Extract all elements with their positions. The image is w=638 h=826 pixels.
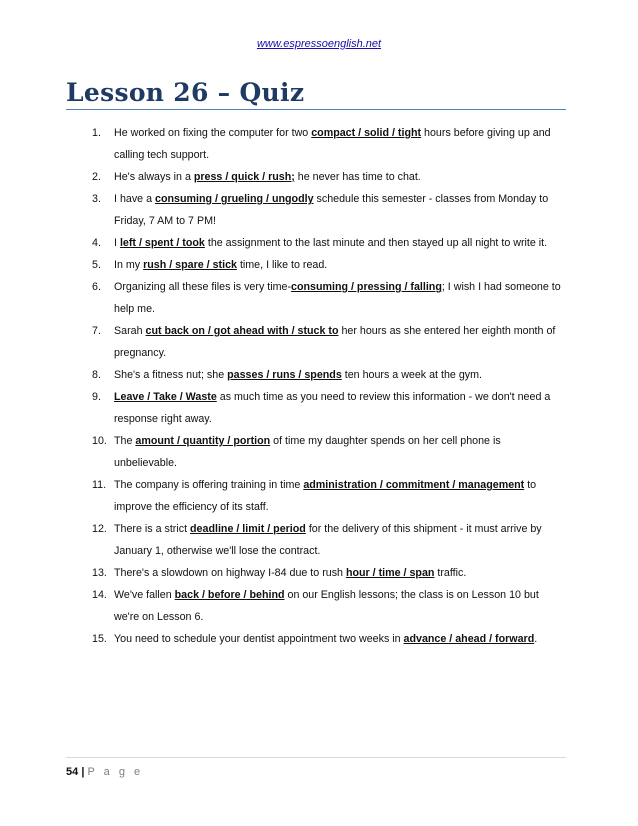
question-text: We've fallen bbox=[114, 589, 175, 601]
question-text: Sarah bbox=[114, 325, 146, 337]
answer-choices: press / quick / rush; bbox=[193, 171, 295, 183]
question-text: Organizing all these files is very time- bbox=[114, 281, 292, 293]
question-number: 10. bbox=[92, 435, 107, 447]
website-link[interactable]: www.espressoenglish.net bbox=[256, 38, 382, 50]
question-2 bbox=[92, 166, 562, 188]
answer-choices: rush / spare / stick bbox=[143, 259, 237, 271]
question-text: In my bbox=[114, 259, 144, 271]
question-text: time, I like to read. bbox=[236, 259, 328, 271]
question-number: 11. bbox=[92, 479, 107, 491]
question-text: the assignment to the last minute and then stayed up all night to write it. bbox=[204, 237, 548, 249]
question-number: 1. bbox=[92, 127, 101, 139]
footer-separator: | bbox=[81, 766, 85, 778]
question-text: her hours as she entered her eighth month of pregnancy. bbox=[114, 325, 556, 359]
question-10 bbox=[92, 430, 562, 474]
question-text: I have a bbox=[114, 193, 155, 205]
question-7 bbox=[92, 320, 562, 364]
question-8 bbox=[92, 364, 562, 386]
question-5 bbox=[92, 254, 562, 276]
question-number: 2. bbox=[92, 171, 101, 183]
question-1 bbox=[92, 122, 562, 166]
question-text: on our English lessons; the class is on Lesson 10 but we're on Lesson 6. bbox=[114, 589, 539, 623]
question-text: The company is offering training in time bbox=[114, 479, 304, 491]
answer-choices: cut back on / got ahead with / stuck to bbox=[145, 325, 339, 337]
question-text: for the delivery of this shipment - it must arrive by January 1, otherwise we'll lose the contract. bbox=[114, 523, 542, 557]
question-text: ten hours a week at the gym. bbox=[341, 369, 482, 381]
question-number: 9. bbox=[92, 391, 101, 403]
question-text: He worked on fixing the computer for two bbox=[114, 127, 312, 139]
question-number: 8. bbox=[92, 369, 101, 381]
question-text: There is a strict bbox=[114, 523, 191, 535]
question-13 bbox=[92, 562, 562, 584]
question-text: hours before giving up and calling tech support. bbox=[114, 127, 551, 161]
question-text: traffic. bbox=[434, 567, 467, 579]
question-number: 3. bbox=[92, 193, 101, 205]
answer-choices: hour / time / span bbox=[345, 567, 435, 579]
question-text: The bbox=[114, 435, 136, 447]
question-number: 4. bbox=[92, 237, 101, 249]
answer-choices: left / spent / took bbox=[119, 237, 205, 249]
question-text: You need to schedule your dentist appointment two weeks in bbox=[114, 633, 404, 645]
answer-choices: administration / commitment / management bbox=[303, 479, 525, 491]
question-9 bbox=[92, 386, 562, 430]
answer-choices: consuming / pressing / falling bbox=[291, 281, 442, 293]
page-label: P a g e bbox=[87, 766, 144, 778]
question-number: 13. bbox=[92, 567, 107, 579]
answer-choices: passes / runs / spends bbox=[227, 369, 342, 381]
question-text: I bbox=[114, 237, 120, 249]
answer-choices: consuming / grueling / ungodly bbox=[155, 193, 314, 205]
question-text: to improve the efficiency of its staff. bbox=[114, 479, 537, 513]
question-11 bbox=[92, 474, 562, 518]
question-text: There's a slowdown on highway I-84 due to rush bbox=[114, 567, 346, 579]
question-text: ; I wish I had someone to help me. bbox=[114, 281, 561, 315]
question-number: 12. bbox=[92, 523, 107, 535]
question-number: 5. bbox=[92, 259, 101, 271]
quiz-list bbox=[92, 122, 562, 650]
answer-choices: compact / solid / tight bbox=[311, 127, 422, 139]
page-footer bbox=[66, 766, 143, 778]
question-text: schedule this semester - classes from Monday to Friday, 7 AM to 7 PM! bbox=[114, 193, 549, 227]
answer-choices: advance / ahead / forward bbox=[403, 633, 535, 645]
question-text: as much time as you need to review this information - we don't need a response right away. bbox=[114, 391, 551, 425]
question-3 bbox=[92, 188, 562, 232]
question-number: 7. bbox=[92, 325, 101, 337]
question-text: of time my daughter spends on her cell phone is unbelievable. bbox=[114, 435, 501, 469]
answer-choices: back / before / behind bbox=[174, 589, 285, 601]
answer-choices: amount / quantity / portion bbox=[135, 435, 271, 447]
answer-choices: Leave / Take / Waste bbox=[114, 391, 217, 403]
title-divider bbox=[66, 109, 566, 110]
question-number: 14. bbox=[92, 589, 107, 601]
question-text: . bbox=[534, 633, 538, 645]
question-15 bbox=[92, 628, 562, 650]
page-title: Lesson 26 – Quiz bbox=[66, 78, 305, 107]
question-text: he never has time to chat. bbox=[294, 171, 421, 183]
footer-divider bbox=[66, 757, 566, 758]
question-14 bbox=[92, 584, 562, 628]
page-number: 54 bbox=[66, 766, 79, 778]
question-6 bbox=[92, 276, 562, 320]
question-12 bbox=[92, 518, 562, 562]
question-text: He's always in a bbox=[114, 171, 194, 183]
question-number: 6. bbox=[92, 281, 101, 293]
answer-choices: deadline / limit / period bbox=[190, 523, 306, 535]
question-text: She's a fitness nut; she bbox=[114, 369, 228, 381]
question-4 bbox=[92, 232, 562, 254]
question-number: 15. bbox=[92, 633, 107, 645]
